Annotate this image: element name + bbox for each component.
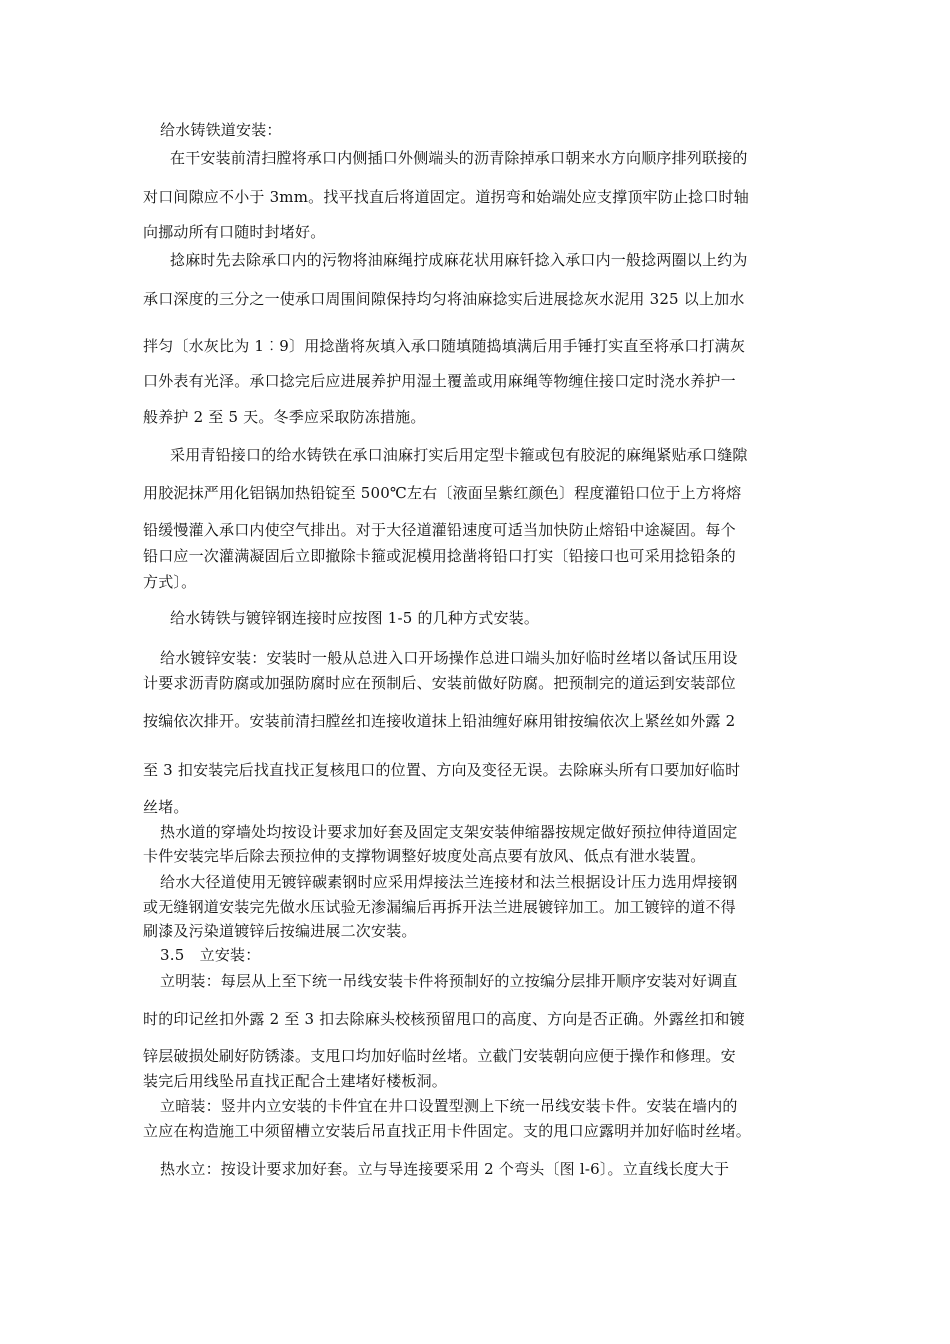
paragraph-line: 向挪动所有口随时封堵好。: [143, 223, 326, 241]
paragraph-line: 装完后用线坠吊直找正配合土建堵好楼板洞。: [143, 1072, 448, 1090]
paragraph-line: 承口深度的三分之一使承口周围间隙保持均匀将油麻捻实后进展捻灰水泥用 325 以上加水: [143, 290, 745, 308]
paragraph-line: 对口间隙应不小于 3mm。找平找直后将道固定。道拐弯和始端处应支撑顶牢防止捻口时轴: [143, 188, 749, 206]
section-heading-cast-iron-pipe: 给水铸铁道安装：: [160, 121, 282, 139]
paragraph-line: 热水立：按设计要求加好套。立与导连接要采用 2 个弯头〔图 l-6〕。立直线长度大于: [160, 1160, 730, 1178]
paragraph-line: 计要求沥青防腐或加强防腐时应在预制后、安装前做好防腐。把预制完的道运到安装部位: [143, 674, 736, 692]
paragraph-line: 捻麻时先去除承口内的污物将油麻绳拧成麻花状用麻钎捻入承口内一般捻两圈以上约为: [170, 251, 748, 269]
paragraph-line: 或无缝钢道安装完先做水压试验无渗漏编后再拆开法兰进展镀锌加工。加工镀锌的道不得: [143, 898, 736, 916]
paragraph-line: 用胶泥抹严用化铝锅加热铅锭至 500℃左右〔液面呈紫红颜色〕程度灌铅口位于上方将熔: [143, 484, 742, 502]
paragraph-line: 热水道的穿墙处均按设计要求加好套及固定支架安装伸缩器按规定做好预拉伸待道固定: [160, 823, 738, 841]
section-heading-riser-installation: 3.5 立安装：: [160, 946, 261, 964]
paragraph-line: 立暗装：竖井内立安装的卡件宜在井口设置型测上下统一吊线安装卡件。安装在墙内的: [160, 1097, 738, 1115]
paragraph-line: 至 3 扣安装完后找直找正复核甩口的位置、方向及变径无误。去除麻头所有口要加好临时: [143, 761, 741, 779]
paragraph-line: 给水镀锌安装：安装时一般从总进入口开场操作总进口端头加好临时丝堵以备试压用设: [160, 649, 738, 667]
paragraph-line: 给水铸铁与镀锌钢连接时应按图 1-5 的几种方式安装。: [170, 609, 540, 627]
paragraph-line: 给水大径道使用无镀锌碳素钢时应采用焊接法兰连接材和法兰根据设计压力选用焊接钢: [160, 873, 738, 891]
paragraph-line: 立明装：每层从上至下统一吊线安装卡件将预制好的立按编分层排开顺序安装对好调直: [160, 972, 738, 990]
paragraph-line: 在干安装前清扫膛将承口内侧插口外侧端头的沥青除掉承口朝来水方向顺序排列联接的: [170, 149, 748, 167]
paragraph-line: 卡件安装完毕后除去预拉伸的支撑物调整好坡度处高点要有放风、低点有泄水装置。: [143, 847, 706, 865]
paragraph-line: 方式〕。: [143, 573, 197, 591]
paragraph-line: 立应在构造施工中须留槽立安装后吊直找正用卡件固定。支的甩口应露明并加好临时丝堵。: [143, 1122, 752, 1140]
paragraph-line: 刷漆及污染道镀锌后按编进展二次安装。: [143, 922, 417, 940]
paragraph-line: 般养护 2 至 5 天。冬季应采取防冻措施。: [143, 408, 426, 426]
paragraph-line: 丝堵。: [143, 798, 189, 816]
paragraph-line: 铅缓慢灌入承口内使空气排出。对于大径道灌铅速度可适当加快防止熔铅中途凝固。每个: [143, 521, 736, 539]
paragraph-line: 时的印记丝扣外露 2 至 3 扣去除麻头校核预留甩口的高度、方向是否正确。外露丝扣和镀: [143, 1010, 745, 1028]
paragraph-line: 拌匀〔水灰比为 1︰9〕用捻凿将灰填入承口随填随捣填满后用手锤打实直至将承口打满灰: [143, 337, 746, 355]
paragraph-line: 口外表有光泽。承口捻完后应进展养护用湿土覆盖或用麻绳等物缠住接口定时浇水养护一: [143, 372, 736, 390]
paragraph-line: 按编依次排开。安装前清扫膛丝扣连接收道抹上铅油缠好麻用钳按编依次上紧丝如外露 2: [143, 712, 736, 730]
paragraph-line: 采用青铅接口的给水铸铁在承口油麻打实后用定型卡箍或包有胶泥的麻绳紧贴承口缝隙: [170, 446, 748, 464]
paragraph-line: 锌层破损处刷好防锈漆。支甩口均加好临时丝堵。立截门安装朝向应便于操作和修理。安: [143, 1047, 736, 1065]
paragraph-line: 铅口应一次灌满凝固后立即撤除卡箍或泥模用捻凿将铅口打实〔铅接口也可采用捻铅条的: [143, 547, 736, 565]
